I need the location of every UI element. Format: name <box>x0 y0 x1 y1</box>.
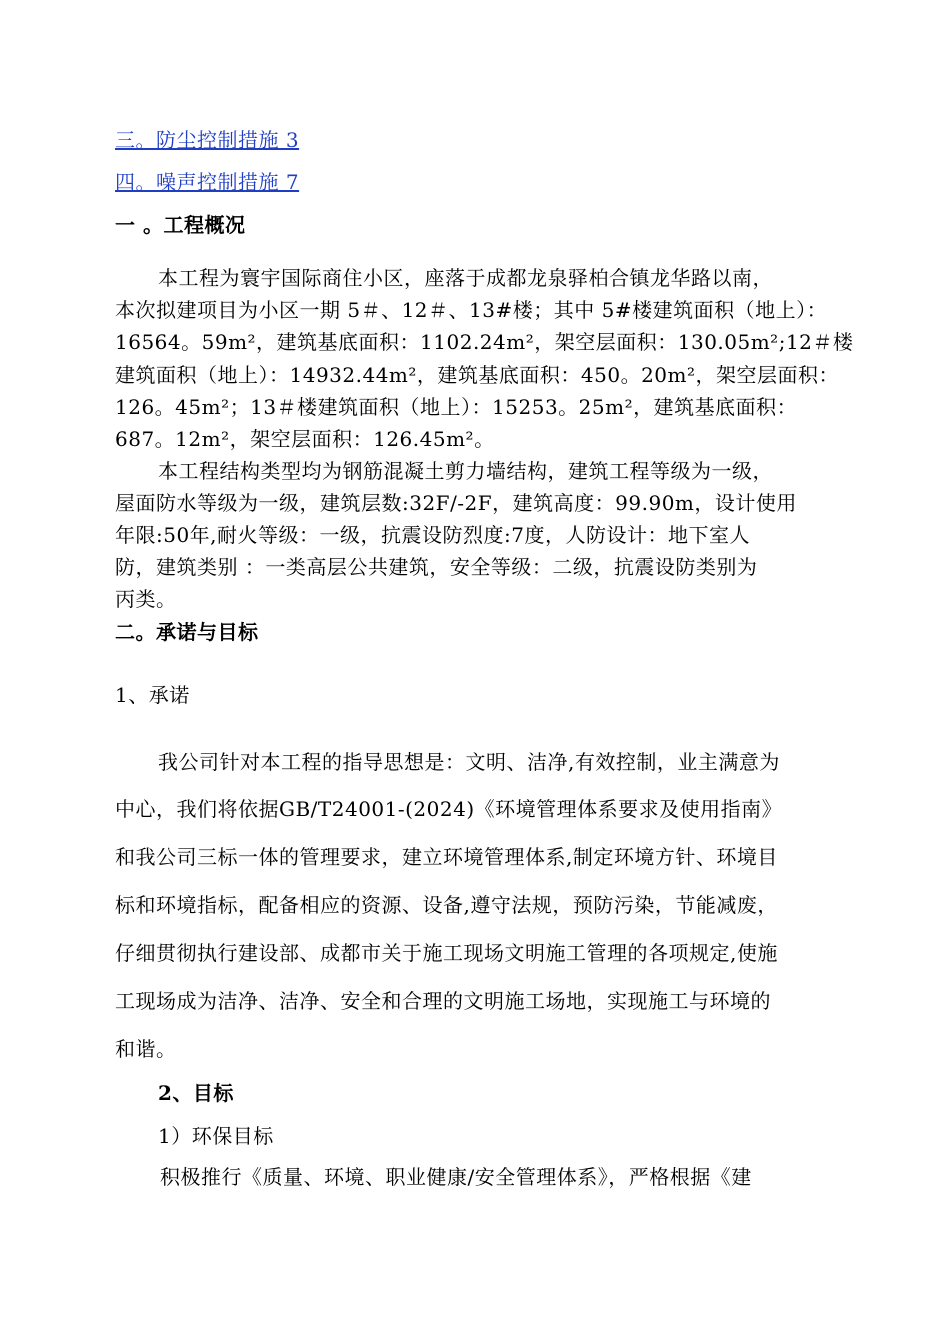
paragraph-line: 126。45m²；13＃楼建筑面积（地上）：15253。25m²，建筑基底面积： <box>115 395 798 419</box>
paragraph-line: 屋面防水等级为一级，建筑层数:32F/-2F，建筑高度：99.90m，设计使用 <box>115 491 797 515</box>
section-heading-commitment-goals: 二。承诺与目标 <box>115 620 259 644</box>
paragraph-line: 16564。59m²，建筑基底面积：1102.24m²，架空层面积：130.05m²;12＃楼 <box>115 330 854 354</box>
paragraph-line: 本工程结构类型均为钢筋混凝土剪力墙结构，建筑工程等级为一级， <box>158 459 773 483</box>
paragraph-line: 积极推行《质量、环境、职业健康/安全管理体系》，严格根据《建 <box>160 1165 752 1189</box>
paragraph-line: 年限:50年,耐火等级：一级，抗震设防烈度:7度，人防设计：地下室人 <box>115 523 751 547</box>
paragraph-line: 标和环境指标，配备相应的资源、设备,遵守法规，预防污染，节能减废， <box>115 893 778 917</box>
paragraph-line: 687。12m²，架空层面积：126.45m²。 <box>115 427 495 451</box>
toc-link-dust-control[interactable]: 三。防尘控制措施 3 <box>115 128 300 152</box>
section-heading-project-overview: 一 。工程概况 <box>115 213 246 237</box>
subheading-environmental-goals: 1）环保目标 <box>158 1124 274 1148</box>
paragraph-line: 仔细贯彻执行建设部、成都市关于施工现场文明施工管理的各项规定,使施 <box>115 941 778 965</box>
toc-link-noise-control[interactable]: 四。噪声控制措施 7 <box>115 170 300 194</box>
paragraph-line: 本次拟建项目为小区一期 5＃、12＃、13#楼；其中 5#楼建筑面积（地上）： <box>115 298 828 322</box>
paragraph-line: 丙类。 <box>115 587 177 611</box>
paragraph-line: 防，建筑类别 ：一类高层公共建筑，安全等级：二级，抗震设防类别为 <box>115 555 758 579</box>
paragraph-line: 和我公司三标一体的管理要求，建立环境管理体系,制定环境方针、环境目 <box>115 845 778 869</box>
paragraph-line: 我公司针对本工程的指导思想是：文明、洁净,有效控制，业主满意为 <box>158 750 780 774</box>
paragraph-line: 工现场成为洁净、洁净、安全和合理的文明施工场地，实现施工与环境的 <box>115 989 771 1013</box>
paragraph-line: 本工程为寰宇国际商住小区，座落于成都龙泉驿柏合镇龙华路以南， <box>158 266 773 290</box>
subheading-goals: 2、目标 <box>158 1081 234 1105</box>
paragraph-line: 中心，我们将依据GB/T24001-(2024)《环境管理体系要求及使用指南》 <box>115 797 783 821</box>
paragraph-line: 建筑面积（地上）：14932.44m²，建筑基底面积：450。20m²，架空层面积： <box>115 363 840 387</box>
subheading-commitment: 1、承诺 <box>115 683 190 707</box>
paragraph-line: 和谐。 <box>115 1037 177 1061</box>
